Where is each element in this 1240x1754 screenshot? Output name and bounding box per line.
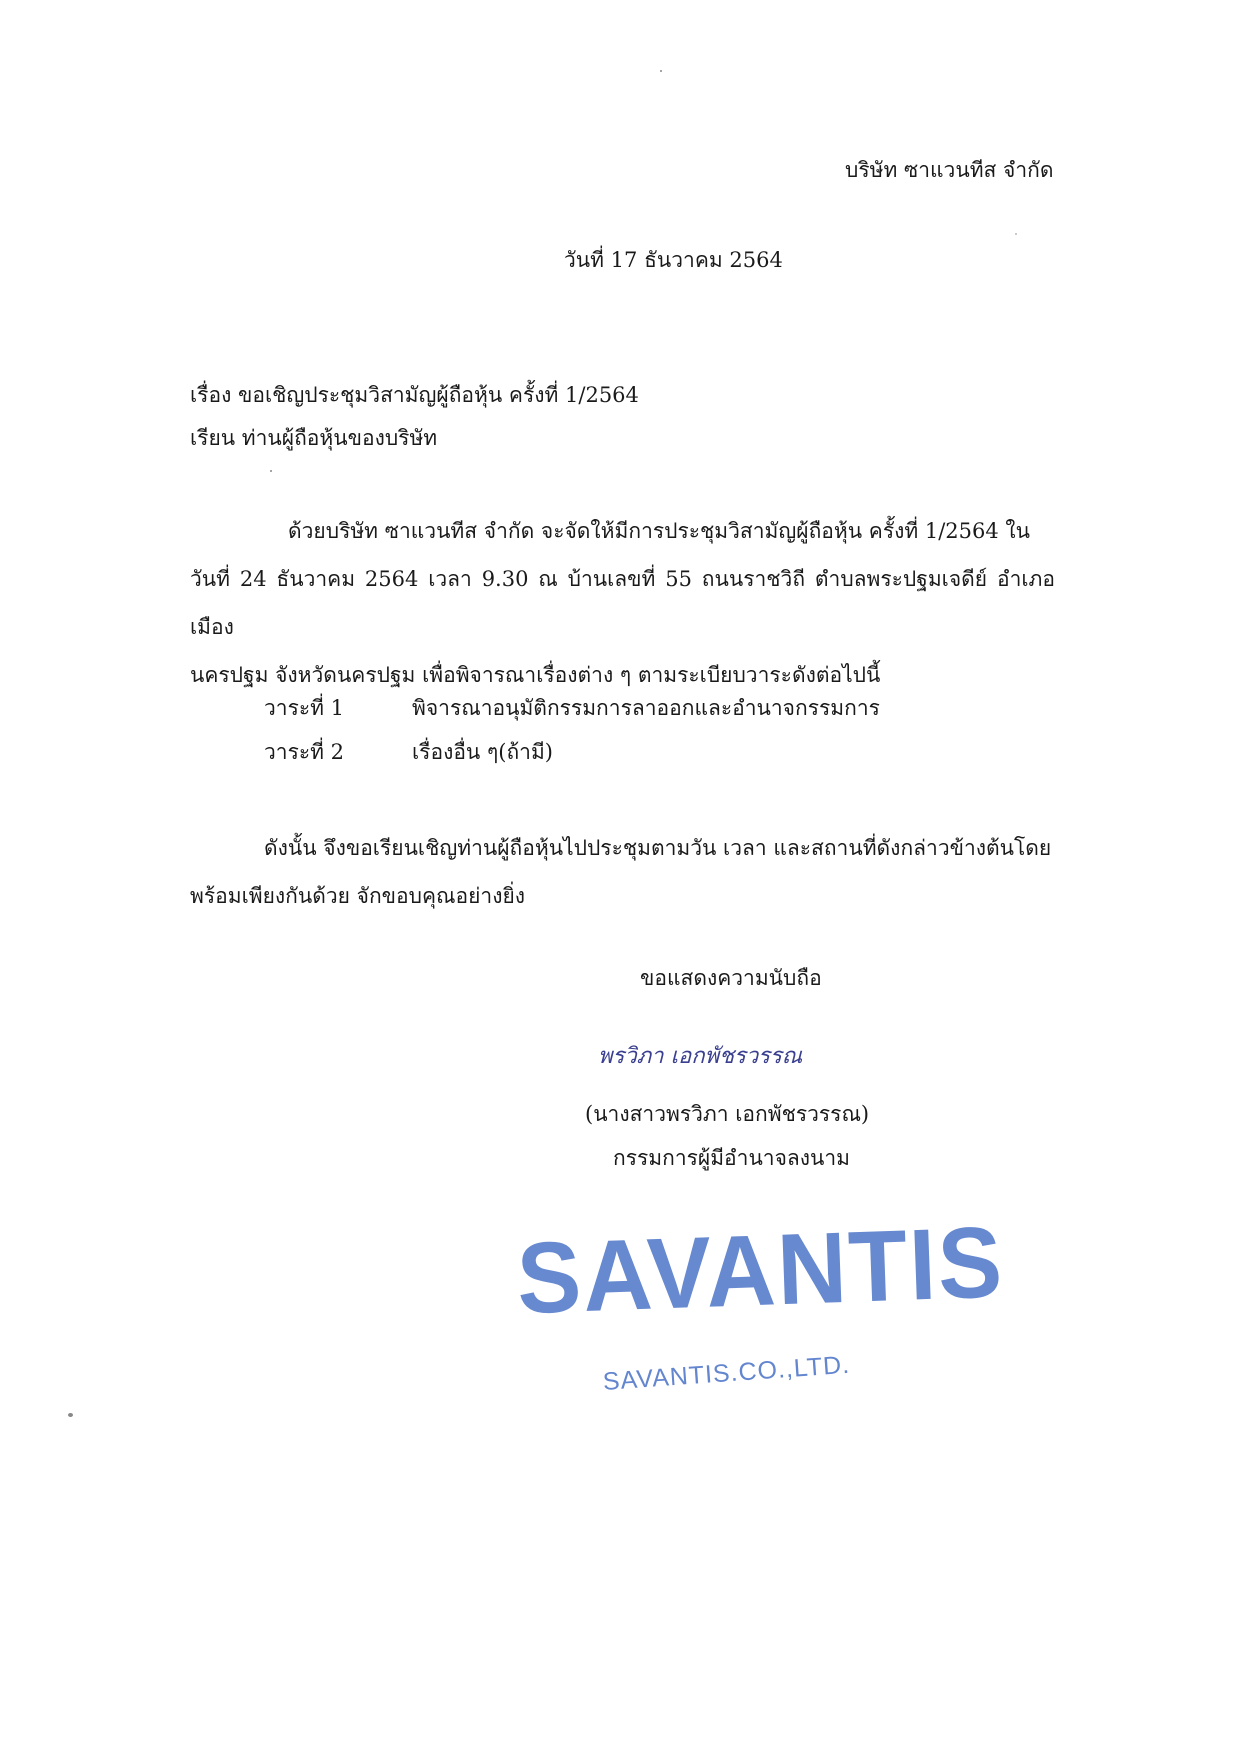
letter-recipient: เรียน ท่านผู้ถือหุ้นของบริษัท: [190, 426, 438, 450]
handwritten-signature: พรวิภา เอกพัชรวรรณ: [598, 1044, 803, 1069]
agenda-item-2-label: วาระที่ 2: [264, 740, 345, 764]
agenda-item-2-text: เรื่องอื่น ๆ(ถ้ามี): [412, 740, 553, 764]
closing-paragraph: [190, 824, 1055, 920]
agenda-item-1-text: พิจารณาอนุมัติกรรมการลาออกและอำนาจกรรมการ: [412, 696, 880, 720]
agenda-item-1-label: วาระที่ 1: [264, 696, 345, 720]
scan-speck: [660, 70, 662, 72]
closing-line: ดังนั้น จึงขอเรียนเชิญท่านผู้ถือหุ้นไปประชุมตามวัน เวลา และสถานที่ดังกล่าวข้างต้นโดย: [264, 836, 1052, 860]
scan-speck: [270, 470, 272, 472]
signer-name: (นางสาวพรวิภา เอกพัชรวรรณ): [585, 1102, 870, 1126]
company-stamp-subtext: SAVANTIS.CO.,LTD.: [602, 1350, 851, 1396]
scan-speck: [68, 1413, 73, 1417]
company-name: บริษัท ซาแวนทีส จำกัด: [845, 158, 1054, 182]
company-stamp-logo: SAVANTIS: [515, 1206, 1006, 1336]
scan-speck: [1015, 233, 1017, 235]
body-paragraph: [190, 507, 1055, 699]
body-line: วันที่ 24 ธันวาคม 2564 เวลา 9.30 ณ บ้านเลขที่ 55 ถนนราชวิถี ตำบลพระปฐมเจดีย์ อำเภอเมือง: [190, 567, 1055, 639]
salutation: ขอแสดงความนับถือ: [640, 966, 822, 990]
body-line: นครปฐม จังหวัดนครปฐม เพื่อพิจารณาเรื่องต่าง ๆ ตามระเบียบวาระดังต่อไปนี้: [190, 663, 881, 687]
signer-title: กรรมการผู้มีอำนาจลงนาม: [613, 1146, 851, 1170]
closing-line: พร้อมเพียงกันด้วย จักขอบคุณอย่างยิ่ง: [190, 884, 526, 908]
body-line: ด้วยบริษัท ซาแวนทีส จำกัด จะจัดให้มีการประชุมวิสามัญผู้ถือหุ้น ครั้งที่ 1/2564 ใน: [288, 519, 1031, 543]
letter-subject: เรื่อง ขอเชิญประชุมวิสามัญผู้ถือหุ้น ครั้งที่ 1/2564: [190, 383, 639, 407]
letter-date: วันที่ 17 ธันวาคม 2564: [564, 248, 783, 272]
